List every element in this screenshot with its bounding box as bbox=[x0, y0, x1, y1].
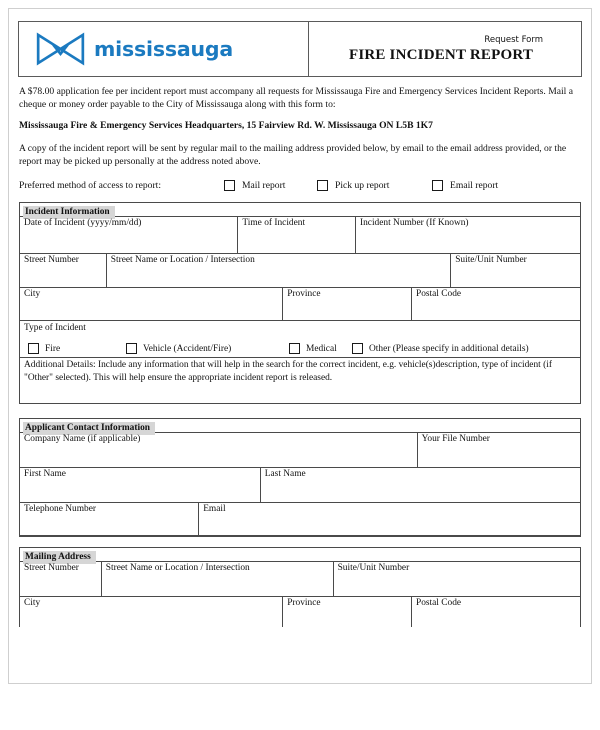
field-date-of-incident-label: Date of Incident (yyyy/mm/dd) bbox=[24, 218, 142, 229]
field-first-name[interactable] bbox=[20, 468, 261, 502]
preferred-option-email-label: Email report bbox=[450, 179, 499, 191]
request-form-label: Request Form bbox=[484, 34, 543, 45]
field-incident-suite[interactable] bbox=[451, 254, 580, 287]
checkbox-other[interactable] bbox=[352, 343, 363, 354]
type-option-medical[interactable] bbox=[289, 343, 352, 354]
field-last-name[interactable] bbox=[261, 468, 580, 502]
field-email[interactable] bbox=[199, 503, 580, 535]
applicant-company-row bbox=[20, 433, 580, 468]
mailing-street-row bbox=[20, 562, 580, 597]
type-option-other[interactable] bbox=[352, 343, 529, 354]
preferred-method-row bbox=[19, 177, 581, 193]
intro-paragraph-1: A $78.00 application fee per incident report must accompany all requests for Mississauga Fire and Emergency Services Incident Reports. Mail a cheque or money order payable to the City of Mississauga along with this form to: bbox=[19, 86, 573, 110]
field-mailing-postal-code[interactable] bbox=[412, 597, 580, 627]
mailing-address-title: Mailing Address bbox=[23, 551, 96, 564]
header-title-area bbox=[309, 22, 581, 76]
field-telephone-number-label: Telephone Number bbox=[24, 504, 96, 515]
checkbox-mail-report[interactable] bbox=[224, 180, 235, 191]
preferred-option-mail-label: Mail report bbox=[242, 179, 286, 191]
preferred-option-pickup[interactable] bbox=[317, 180, 432, 191]
field-incident-street-number-label: Street Number bbox=[24, 255, 79, 266]
intro-text bbox=[19, 86, 581, 168]
applicant-contact-header bbox=[20, 419, 580, 433]
field-last-name-label: Last Name bbox=[264, 469, 306, 480]
incident-city-row bbox=[20, 288, 580, 321]
field-incident-number[interactable] bbox=[356, 217, 580, 253]
incident-information-title: Incident Information bbox=[23, 206, 115, 219]
mailing-city-row bbox=[20, 597, 580, 627]
type-option-other-label: Other (Please specify in additional details) bbox=[369, 343, 529, 354]
field-date-of-incident[interactable] bbox=[20, 217, 238, 253]
field-your-file-number-label: Your File Number bbox=[421, 434, 490, 445]
type-option-fire-label: Fire bbox=[45, 343, 61, 354]
field-additional-details-label: Additional Details: Include any information that will help in the search for the correct incident, e.g. vehicle(s)description, type of incident (if "Other" selected). This will help ensure the appropriate incident report is released. bbox=[24, 360, 552, 383]
incident-street-row bbox=[20, 254, 580, 288]
applicant-contact-title: Applicant Contact Information bbox=[23, 422, 155, 435]
preferred-option-email[interactable] bbox=[432, 180, 498, 191]
incident-date-row bbox=[20, 217, 580, 254]
field-incident-province-label: Province bbox=[287, 289, 321, 300]
field-incident-street-name[interactable] bbox=[107, 254, 451, 287]
field-incident-postal-code[interactable] bbox=[412, 288, 580, 320]
page-title: FIRE INCIDENT REPORT bbox=[348, 46, 534, 63]
intro-paragraph-2: A copy of the incident report will be sent by regular mail to the mailing address provided below, by email to the email address provided, or the report may be picked up personally at the address noted above. bbox=[19, 142, 567, 167]
field-your-file-number[interactable] bbox=[418, 433, 580, 467]
field-email-label: Email bbox=[203, 504, 226, 515]
field-mailing-province[interactable] bbox=[283, 597, 412, 627]
field-incident-street-name-label: Street Name or Location / Intersection bbox=[110, 255, 255, 266]
type-option-fire[interactable] bbox=[28, 343, 126, 354]
section-gap-1 bbox=[9, 404, 591, 418]
applicant-contact-row bbox=[20, 503, 580, 536]
field-incident-number-label: Incident Number (If Known) bbox=[359, 218, 469, 229]
field-mailing-street-number[interactable] bbox=[20, 562, 102, 596]
field-first-name-label: First Name bbox=[24, 469, 66, 480]
field-incident-city-label: City bbox=[24, 289, 41, 300]
field-incident-suite-label: Suite/Unit Number bbox=[455, 255, 527, 266]
field-company-name-label: Company Name (if applicable) bbox=[24, 434, 141, 445]
type-of-incident-options bbox=[20, 340, 580, 358]
field-mailing-street-name[interactable] bbox=[102, 562, 334, 596]
field-incident-postal-code-label: Postal Code bbox=[415, 289, 462, 300]
field-mailing-city-label: City bbox=[24, 598, 41, 609]
field-mailing-street-number-label: Street Number bbox=[24, 563, 79, 574]
header-logo-area bbox=[19, 22, 309, 76]
checkbox-medical[interactable] bbox=[289, 343, 300, 354]
field-mailing-province-label: Province bbox=[287, 598, 321, 609]
preferred-option-pickup-label: Pick up report bbox=[335, 179, 390, 191]
mississauga-butterfly-logo-icon bbox=[36, 32, 85, 66]
field-mailing-suite-label: Suite/Unit Number bbox=[337, 563, 410, 574]
type-option-vehicle-label: Vehicle (Accident/Fire) bbox=[143, 343, 232, 354]
field-additional-details[interactable] bbox=[20, 358, 580, 403]
form-header bbox=[18, 21, 582, 77]
mailing-address-block bbox=[19, 547, 581, 627]
field-incident-province[interactable] bbox=[283, 288, 412, 320]
logo-wordmark: mississauga bbox=[94, 36, 233, 61]
checkbox-vehicle[interactable] bbox=[126, 343, 137, 354]
applicant-name-row bbox=[20, 468, 580, 503]
form-page bbox=[8, 8, 592, 684]
incident-information-block bbox=[19, 202, 581, 404]
type-option-medical-label: Medical bbox=[306, 343, 337, 354]
checkbox-email-report[interactable] bbox=[432, 180, 443, 191]
field-incident-city[interactable] bbox=[20, 288, 283, 320]
field-time-of-incident[interactable] bbox=[238, 217, 356, 253]
checkbox-fire[interactable] bbox=[28, 343, 39, 354]
field-mailing-suite[interactable] bbox=[334, 562, 580, 596]
field-mailing-postal-code-label: Postal Code bbox=[415, 598, 462, 609]
mailing-address-header bbox=[20, 548, 580, 562]
type-of-incident-label: Type of Incident bbox=[24, 323, 86, 334]
preferred-option-mail[interactable] bbox=[224, 180, 317, 191]
applicant-contact-information-block bbox=[19, 418, 581, 537]
field-telephone-number[interactable] bbox=[20, 503, 199, 535]
type-option-vehicle[interactable] bbox=[126, 343, 289, 354]
incident-information-header bbox=[20, 203, 580, 217]
preferred-method-label: Preferred method of access to report: bbox=[19, 179, 161, 191]
section-gap-2 bbox=[9, 537, 591, 547]
checkbox-pick-up-report[interactable] bbox=[317, 180, 328, 191]
field-incident-street-number[interactable] bbox=[20, 254, 107, 287]
field-mailing-street-name-label: Street Name or Location / Intersection bbox=[105, 563, 250, 574]
headquarters-address: Mississauga Fire & Emergency Services Headquarters, 15 Fairview Rd. W. Mississauga ON L5B 1K7 bbox=[19, 120, 433, 132]
field-company-name[interactable] bbox=[20, 433, 418, 467]
field-time-of-incident-label: Time of Incident bbox=[242, 218, 306, 229]
field-mailing-city[interactable] bbox=[20, 597, 283, 627]
